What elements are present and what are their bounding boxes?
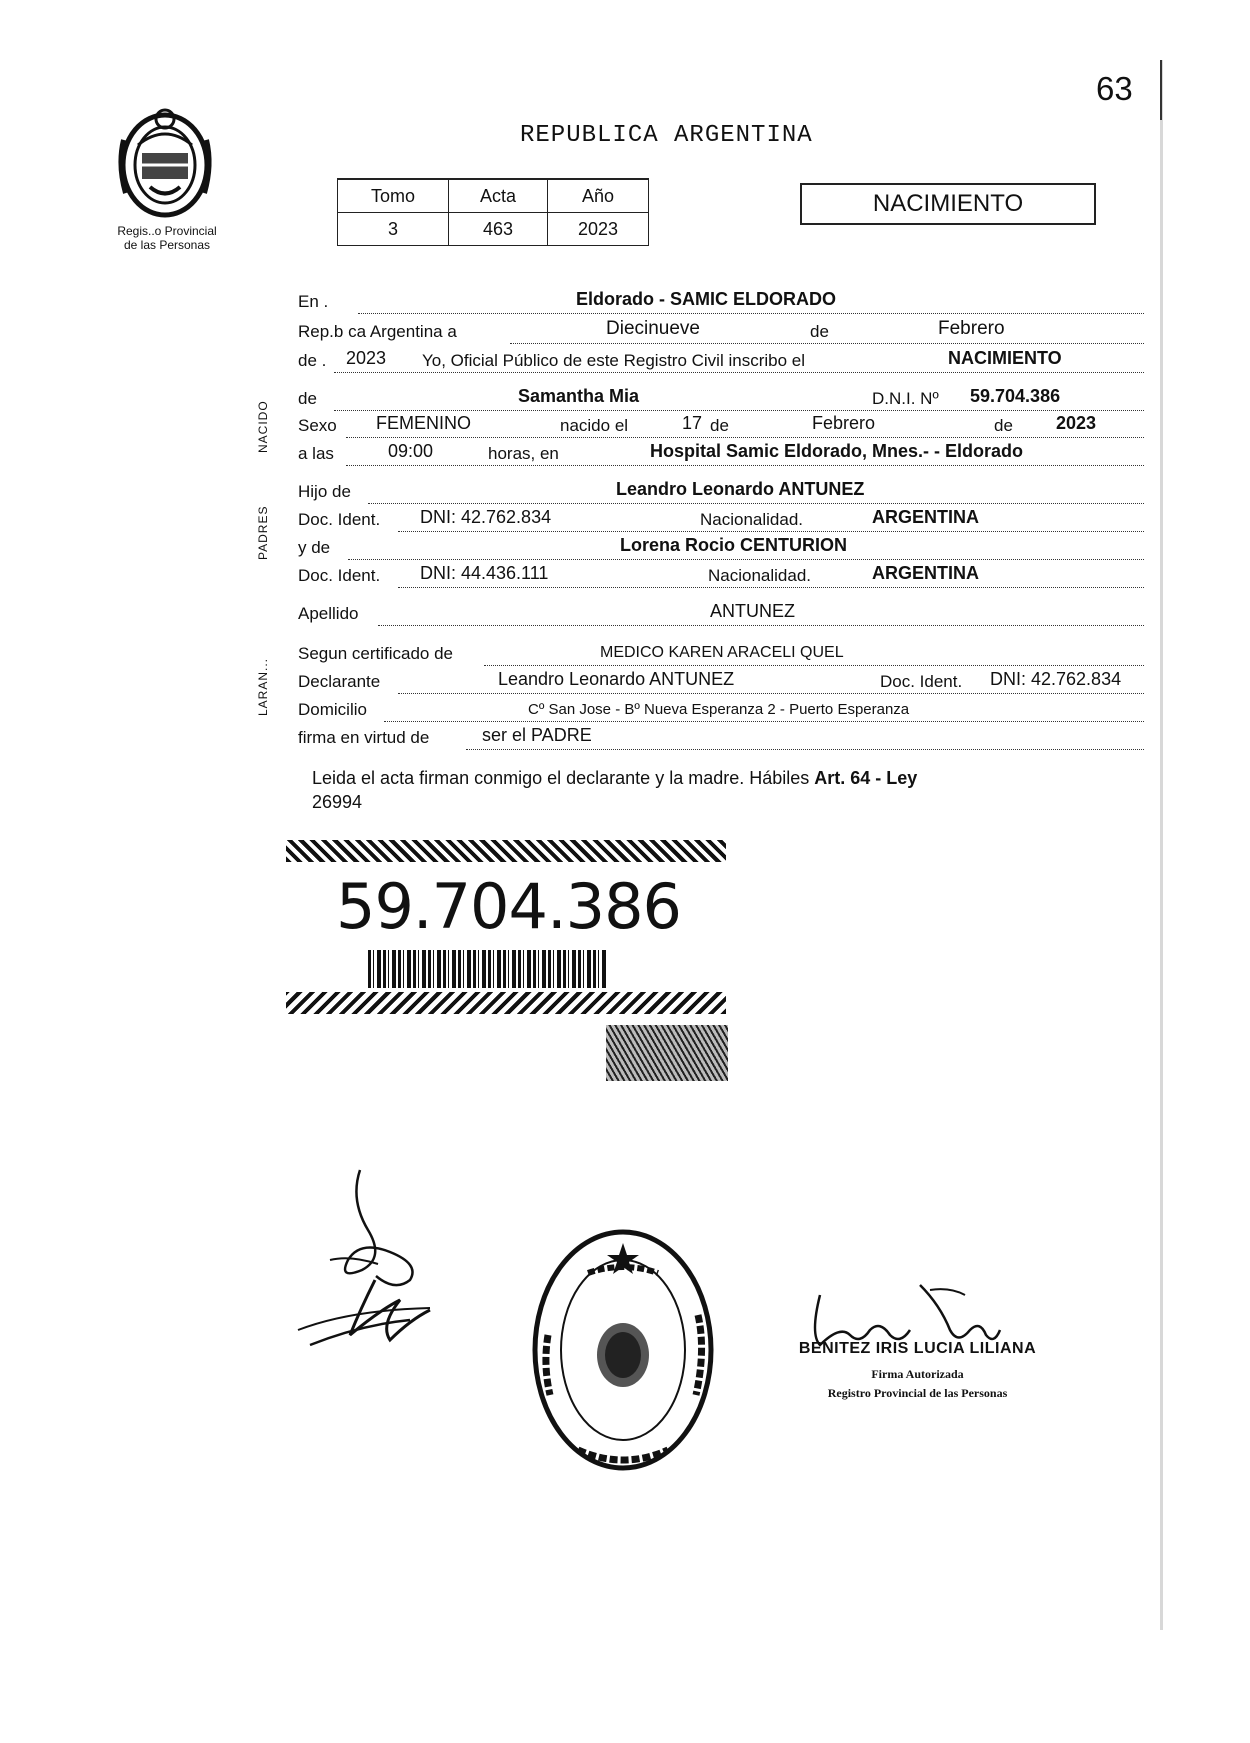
label-de5: de <box>994 416 1013 435</box>
section-padres: PADRES <box>256 505 270 560</box>
value-sexo: FEMENINO <box>376 413 472 433</box>
header-tomo: Tomo <box>338 179 449 213</box>
value-padre: Leandro Leonardo ANTUNEZ <box>616 479 865 499</box>
value-doc3: DNI: 42.762.834 <box>990 669 1122 689</box>
label-sexo: Sexo <box>298 416 337 435</box>
record-table <box>337 178 649 246</box>
header-anio: Año <box>548 179 649 213</box>
value-anio: 2023 <box>548 213 649 246</box>
label-de2: de . <box>298 351 327 370</box>
page-number: 63 <box>1096 70 1133 107</box>
line-nombre <box>298 385 1144 411</box>
barcode-number: 59.704.386 <box>336 870 681 943</box>
value-domicilio: Cº San Jose - Bº Nueva Esperanza 2 - Puerto Esperanza <box>528 701 910 718</box>
value-virtud: ser el PADRE <box>482 725 592 745</box>
section-declarante: LARAN... <box>256 657 270 716</box>
hologram-patch <box>606 1025 728 1081</box>
label-nac2: Nacionalidad. <box>708 566 812 585</box>
value-doc1: DNI: 42.762.834 <box>420 507 552 527</box>
value-tomo: 3 <box>338 213 449 246</box>
closing-sentence: Leida el acta firman conmigo el declarante y la madre. Hábiles <box>312 768 810 788</box>
value-madre: Lorena Rocio CENTURION <box>620 535 848 555</box>
line-sexo <box>298 412 1144 438</box>
label-de: de <box>810 322 829 341</box>
official-signature-icon <box>800 1275 1040 1375</box>
label-nac1: Nacionalidad. <box>700 510 804 529</box>
line-hijo <box>298 478 1144 504</box>
value-apellido: ANTUNEZ <box>710 601 795 621</box>
label-hijo: Hijo de <box>298 482 351 501</box>
value-acta: 463 <box>449 213 548 246</box>
document-title: REPUBLICA ARGENTINA <box>520 122 813 149</box>
label-dni: D.N.I. Nº <box>872 389 939 408</box>
issuer-name-line1: Regis..o Provincial <box>117 224 217 238</box>
line-segun <box>298 640 1144 666</box>
value-anio-nac: 2023 <box>1056 413 1097 433</box>
issuer-name-line2: de las Personas <box>123 238 211 252</box>
label-y: y de <box>298 538 331 557</box>
barcode <box>368 950 608 988</box>
security-band-top <box>286 840 726 862</box>
value-dia-nac: 17 <box>682 413 703 433</box>
value-certificado: MEDICO KAREN ARACELI QUEL <box>600 644 844 661</box>
page-edge-mark <box>1160 60 1162 120</box>
closing-law: 26994 <box>312 792 363 812</box>
line-fecha <box>298 318 1144 344</box>
value-dni: 59.704.386 <box>970 386 1061 406</box>
value-lugar: Hospital Samic Eldorado, Mnes.- - Eldorado <box>650 441 1024 461</box>
line-declarante <box>298 668 1144 694</box>
label-en: En . <box>298 292 329 311</box>
record-type-box: NACIMIENTO <box>800 183 1096 225</box>
provincial-coat-of-arms-icon <box>110 105 220 223</box>
line-virtud <box>298 724 1144 750</box>
page-edge <box>1160 60 1163 1630</box>
value-dia: Diecinueve <box>606 318 700 339</box>
signatory-role: Firma Autorizada <box>871 1367 964 1381</box>
value-nac1: ARGENTINA <box>872 507 979 527</box>
label-domicilio: Domicilio <box>298 700 367 719</box>
line-madre <box>298 534 1144 560</box>
value-mes-nac: Febrero <box>812 413 876 433</box>
value-en: Eldorado - SAMIC ELDORADO <box>576 289 836 309</box>
value-hora: 09:00 <box>388 441 434 461</box>
line-apellido <box>298 600 1144 626</box>
label-firma-virtud: firma en virtud de <box>298 728 430 747</box>
label-doc1: Doc. Ident. <box>298 510 381 529</box>
label-de3: de <box>298 389 317 408</box>
closing-text <box>312 766 1132 814</box>
header-acta: Acta <box>449 179 548 213</box>
label-oficial: Yo, Oficial Público de este Registro Civil inscribo el <box>422 351 805 370</box>
label-nacido: nacido el <box>560 416 629 435</box>
label-declarante: Declarante <box>298 672 381 691</box>
label-hora: a las <box>298 444 334 463</box>
signatory-name: BENITEZ IRIS LUCIA LILIANA <box>798 1340 1037 1357</box>
value-nac2: ARGENTINA <box>872 563 979 583</box>
label-de4: de <box>710 416 729 435</box>
security-band-bottom <box>286 992 726 1014</box>
value-mes: Febrero <box>938 318 1005 339</box>
security-label <box>286 840 726 1080</box>
signatory-office: Registro Provincial de las Personas <box>827 1386 1008 1400</box>
label-republica: Rep.b ca Argentina a <box>298 322 457 341</box>
label-segun: Segun certificado de <box>298 644 453 663</box>
value-doc2: DNI: 44.436.111 <box>420 563 549 583</box>
line-en <box>298 288 1144 314</box>
label-doc3: Doc. Ident. <box>880 672 963 691</box>
section-nacido: NACIDO <box>256 400 270 453</box>
label-horas: horas, en <box>488 444 559 463</box>
value-tipo: NACIMIENTO <box>948 348 1062 368</box>
issuer-name <box>92 224 242 252</box>
label-doc2: Doc. Ident. <box>298 566 381 585</box>
value-anio: 2023 <box>346 348 387 368</box>
line-hora <box>298 440 1144 466</box>
registry-seal-icon <box>528 1225 718 1475</box>
line-domicilio <box>298 696 1144 722</box>
line-doc2 <box>298 562 1144 588</box>
value-declarante: Leandro Leonardo ANTUNEZ <box>498 669 735 689</box>
line-doc1 <box>298 506 1144 532</box>
value-nombre: Samantha Mia <box>518 386 640 406</box>
signature-scribble-icon <box>290 1160 460 1360</box>
line-oficial <box>298 347 1144 373</box>
label-apellido: Apellido <box>298 604 359 623</box>
closing-article: Art. 64 - Ley <box>814 768 918 788</box>
